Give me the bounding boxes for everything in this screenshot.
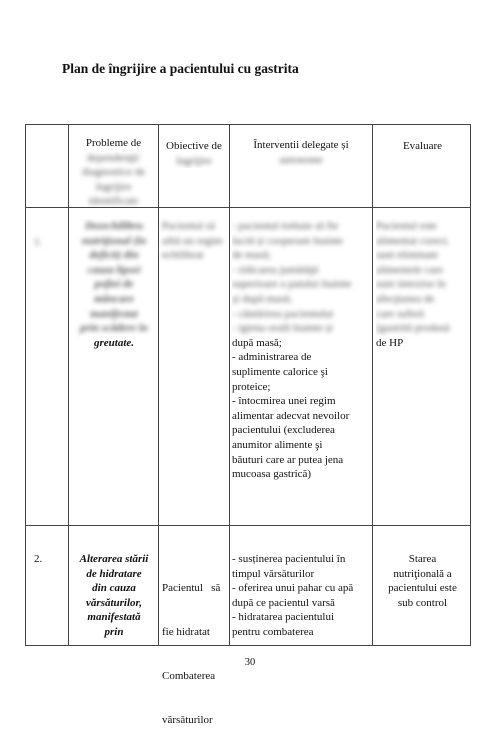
row-1-problem-line: poftei de [94,278,134,291]
row-1-objective-line: aibă un regim [162,234,223,247]
row-1-objective [162,219,228,263]
row-1-interventions-line: de masă; [232,249,271,262]
header-problems-line: identificate [88,195,139,208]
row-1-problem-line: manifestat [90,307,138,320]
row-1-interventions-line: - pacientul trebuie să fie [232,220,339,232]
row-1-problem-line: cauza lipsei [87,263,141,276]
row-1-interventions-line: mucoasa gastrică) [232,468,312,481]
row-1-number: 1. [34,236,43,248]
row-2-evaluation-line: nutriţională a [393,567,452,580]
row-1-interventions-line: pacientului (excluderea [232,424,335,437]
row-1-interventions-line: suplimente calorice şi [232,365,328,378]
row-2-interventions-line: după ce pacientul varsă [232,596,335,609]
row-1-evaluation-line: alimentele care [376,263,443,276]
row-2-interventions [232,552,372,640]
row-1-interventions-line: după masă; [232,336,282,349]
row-2-interventions-line: timpul vărsăturilor [232,567,315,580]
row-2-problem-line: manifestată [87,611,141,624]
row-1-interventions-blurred [232,219,372,336]
row-2-problem [71,552,157,640]
row-1-evaluation-line: Pacientul este [376,220,437,232]
row-1-evaluation-line: alimentat corect, [376,234,450,247]
row-2-evaluation-line: pacientului este [388,582,457,595]
row-1-interventions-line: alimentar adecvat nevoilor [232,409,350,422]
row-2-interventions-line: pentru combaterea [232,625,314,638]
header-evaluation [373,139,472,154]
row-1-problem-visible: greutate. [93,336,135,349]
row-1-interventions-line: proteice; [232,380,271,393]
row-2-interventions-line: - oferirea unui pahar cu apă [232,582,354,595]
header-objectives [159,139,229,168]
header-problems-label: Probleme de [85,137,142,149]
table-column-divider [158,125,159,645]
row-2-problem-line: prin [104,625,124,638]
row-2-problem-line: vărsăturilor, [86,596,142,609]
row-1-interventions-line: - întocmirea unei regim [232,395,336,408]
row-1-evaluation-line: sunt interzise în [376,278,446,291]
row-1-interventions-line: superioare a patului înainte [232,278,352,291]
row-1-objective-line: Pacientul să [162,220,215,232]
header-interventions-label: Ȋnterventii delegate și [253,139,349,151]
row-1-problem-line: nutriţional (în [81,234,147,247]
row-1-evaluation-line: sunt eliminate [376,249,439,262]
row-1-evaluation-blurred [376,219,471,336]
row-1-problem-blurred [71,219,157,336]
row-1-problem-line: prin scădere în [80,322,148,335]
page-number: 30 [244,657,256,668]
row-2-number: 2. [34,553,43,565]
row-1-interventions-line: - ridicarea jumătăţii [232,263,319,276]
header-problems [69,136,158,209]
row-2-objective [162,552,228,756]
row-1-evaluation-visible: de HP [376,336,404,349]
row-1-evaluation-line: care suferă [376,307,424,320]
row-2-evaluation-line: sub control [397,596,448,609]
row-2-objective-line: Combaterea [162,669,216,682]
row-1-objective-line: echilibrat [162,249,204,262]
header-interventions-blurred: autonome [279,153,323,166]
row-1-interventions-line: - igiena orală înainte și [232,322,333,335]
row-1-evaluation-line: (gastrită produsă [376,322,450,335]
header-problems-blurred [69,151,158,209]
table-row-divider [26,525,470,526]
header-problems-line: diagnostice de [81,166,146,179]
row-1-problem-line: Dezechilibru [84,220,144,232]
row-1-interventions-line: - cântărirea pacientului [232,307,334,320]
row-2-problem-line: Alterarea stării [79,553,149,565]
row-1-problem-line: mâncare [94,292,134,305]
row-1-interventions-line: anumitor alimente şi [232,438,323,451]
row-2-evaluation [373,552,472,610]
row-1-interventions-line: lucid și cooperant înainte [232,234,343,247]
row-2-evaluation-line: Starea [408,553,437,565]
header-evaluation-label: Evaluare [402,140,443,152]
row-1-problem [71,219,157,350]
header-objectives-blurred: îngrijire [176,154,212,167]
row-1-interventions-line: băuturi care ar putea jena [232,453,344,466]
row-2-problem-line: de hidratare [86,567,142,580]
header-problems-line: dependenţă/ [86,151,141,164]
header-objectives-label: Obiective de [166,140,222,152]
row-2-objective-line: vărsăturilor [162,713,213,726]
row-1-interventions-line: - administrarea de [232,351,312,364]
row-2-interventions-line: - hidratarea pacientului [232,611,335,624]
document-title: Plan de îngrijire a pacientului cu gastrita [62,61,299,76]
row-2-interventions-line: - susținerea pacientului în [232,553,346,565]
row-2-objective-line: Pacientul să [162,582,221,595]
row-1-evaluation [376,219,471,350]
row-1-evaluation-line: afecţiunea de [376,292,435,305]
row-1-problem-line: deficit) din [89,249,139,262]
row-2-problem-line: din cauza [92,582,136,595]
row-1-interventions [232,219,372,482]
header-interventions [230,138,372,167]
table-column-divider [229,125,230,645]
row-2-objective-line: fie hidratat [162,625,210,638]
row-1-interventions-line: și după masă; [232,292,292,305]
header-problems-line: îngrijire [95,180,132,193]
